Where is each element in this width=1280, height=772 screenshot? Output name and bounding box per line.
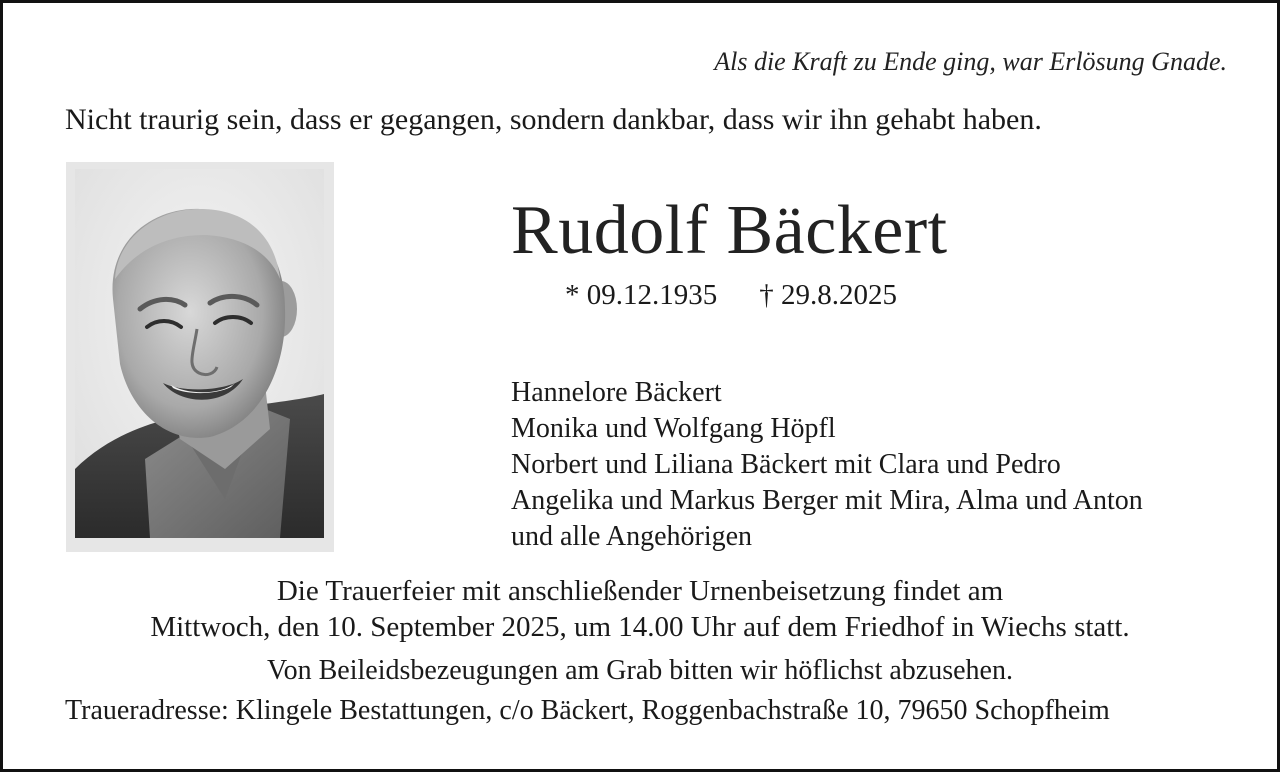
mourner-item: Norbert und Liliana Bäckert mit Clara und Pedro [511,449,1061,480]
ceremony-info [3,573,1277,645]
ceremony-line-1: Die Trauerfeier mit anschließender Urnenbeisetzung findet am [276,575,1004,607]
mourners-list [511,375,1143,555]
quote-line: Nicht traurig sein, dass er gegangen, sondern dankbar, dass wir ihn gehabt haben. [65,103,1042,136]
deceased-name: Rudolf Bäckert [511,192,948,269]
mourner-item: und alle Angehörigen [511,521,753,552]
portrait-photo [75,169,324,538]
mourner-item: Hannelore Bäckert [511,377,722,408]
portrait-frame [66,162,334,552]
motto-line: Als die Kraft zu Ende ging, war Erlösung Gnade. [714,47,1227,76]
life-dates [565,279,897,312]
condolence-note: Von Beileidsbezeugungen am Grab bitten wir höflichst abzusehen. [267,655,1013,686]
birth-date: * 09.12.1935 [565,279,718,311]
mourner-item: Angelika und Markus Berger mit Mira, Alma und Anton [511,485,1143,516]
ceremony-line-2: Mittwoch, den 10. September 2025, um 14.00 Uhr auf dem Friedhof in Wiechs statt. [150,611,1130,643]
death-date: † 29.8.2025 [759,279,897,311]
mourner-item: Monika und Wolfgang Höpfl [511,413,836,444]
mourning-address: Traueradresse: Klingele Bestattungen, c/o Bäckert, Roggenbachstraße 10, 79650 Schopfheim [65,695,1110,726]
